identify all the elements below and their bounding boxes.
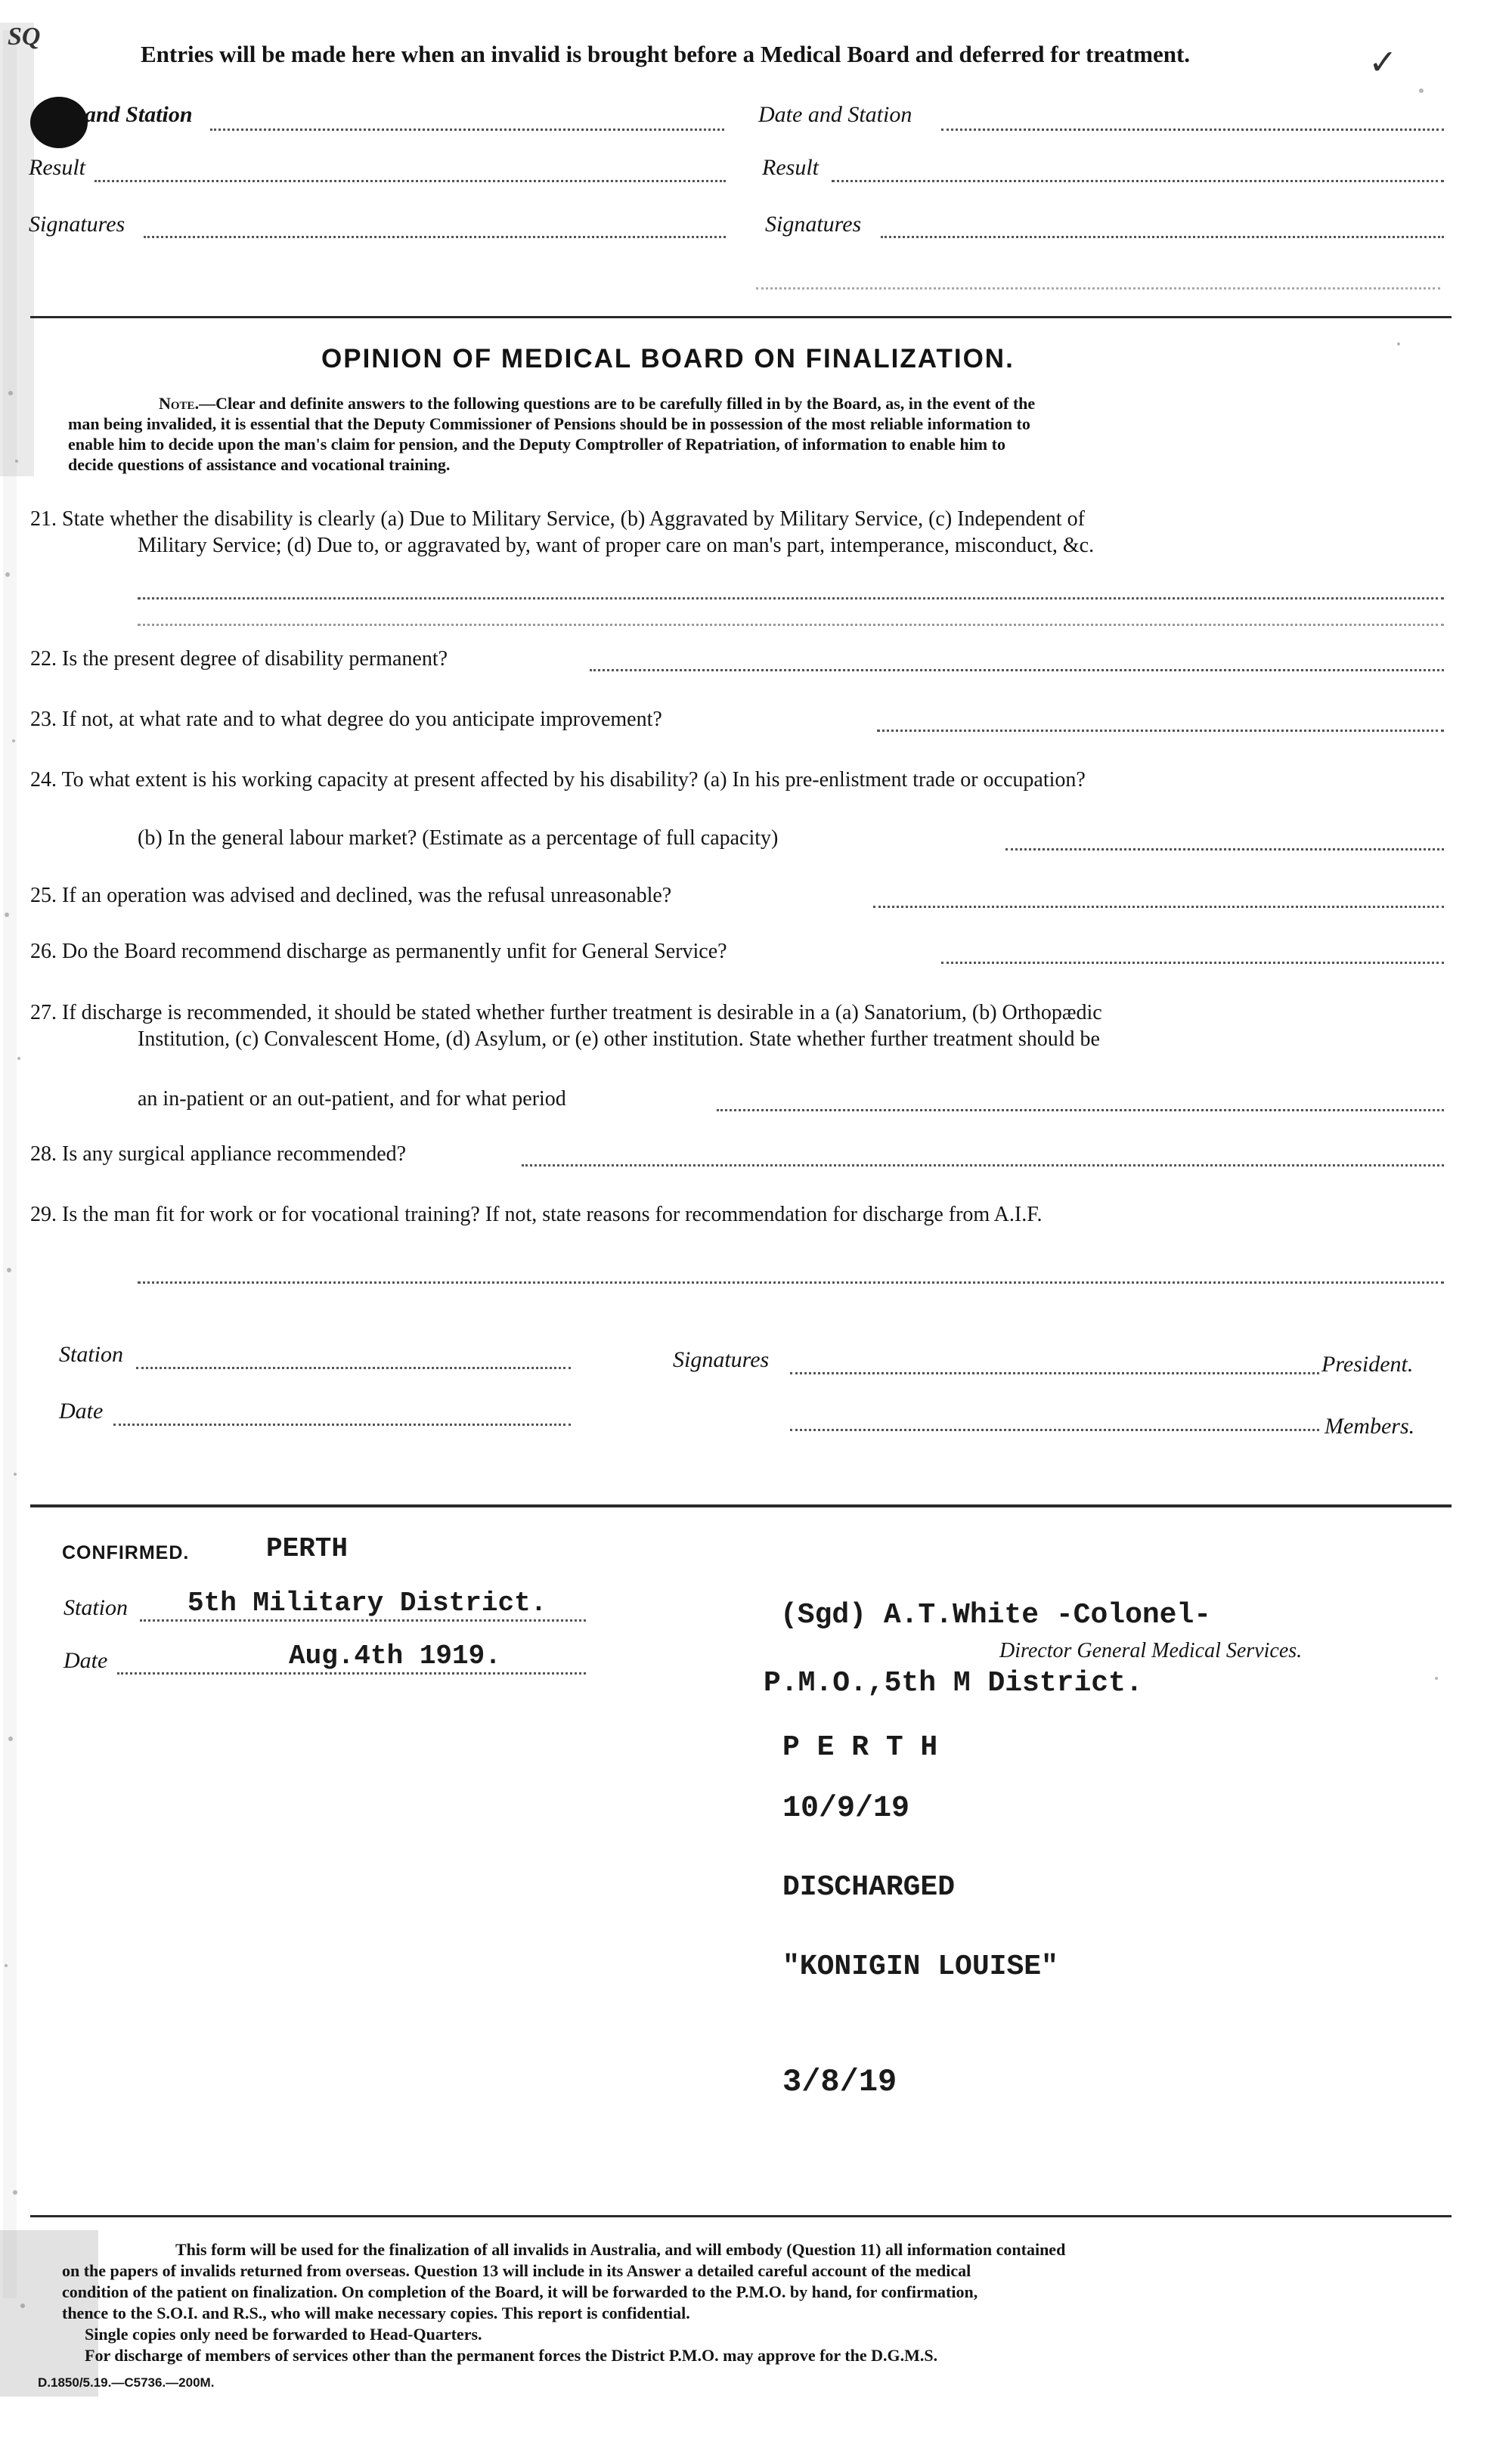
q21-line-1: 21. State whether the disability is clearly (a) Due to Military Service, (b) Aggravated by Military Service, (c) Independent of <box>30 507 1085 531</box>
date-station-left-label: and Station <box>85 102 193 127</box>
q27-line-1: 27. If discharge is recommended, it should be stated whether further treatment is desirable in a (a) Sanatorium, (b) Orthopædic <box>30 1001 1102 1024</box>
footer-line-6: For discharge of members of services other than the permanent forces the District P.M.O. may approve for the D.G.M.S. <box>85 2346 938 2365</box>
signatures-left-label: Signatures <box>29 212 125 237</box>
q23-answer-line <box>877 730 1444 732</box>
q27-line-2: Institution, (c) Convalescent Home, (d) Asylum, or (e) other institution. State whether further treatment should be <box>138 1027 1100 1051</box>
date-station-left-line <box>210 129 724 131</box>
confirm-station-line <box>140 1619 586 1622</box>
signatures-right-line <box>881 236 1444 238</box>
finalization-title: OPINION OF MEDICAL BOARD ON FINALIZATION. <box>321 344 1015 373</box>
confirm-station-label: Station <box>64 1595 129 1620</box>
note-line-1: —Clear and definite answers to the following questions are to be carefully filled in by the Board, as, in the event of the <box>199 394 1036 413</box>
confirm-date-value: Aug.4th 1919. <box>289 1641 501 1672</box>
note-line-3: enable him to decide upon the man's claim for pension, and the Deputy Comptroller of Repatriation, of information to enable him to <box>68 435 1005 454</box>
members-signature-line <box>790 1429 1319 1431</box>
footer-line-2: on the papers of invalids returned from overseas. Question 13 will include in its Answer a detailed careful account of the medical <box>62 2261 971 2280</box>
margin-mark: SQ <box>8 23 41 51</box>
note-block <box>68 393 1035 475</box>
q21-answer-line-1 <box>138 597 1444 600</box>
dgms-label: Director General Medical Services. <box>999 1639 1303 1662</box>
section-divider-confirm <box>30 1504 1452 1507</box>
q22-label: 22. Is the present degree of disability permanent? <box>30 647 448 671</box>
footer-line-3: condition of the patient on finalization. On completion of the Board, it will be forwarded to the P.M.O. by hand, for confirmation, <box>62 2282 978 2301</box>
president-label: President. <box>1321 1352 1414 1377</box>
date-station-right-label: Date and Station <box>758 102 912 127</box>
signatures-left-line <box>144 236 726 238</box>
q26-answer-line <box>941 962 1444 964</box>
q28-label: 28. Is any surgical appliance recommended? <box>30 1142 407 1166</box>
confirmed-place: PERTH <box>266 1533 349 1564</box>
result-left-line <box>94 180 726 182</box>
result-right-label: Result <box>762 155 819 180</box>
ink-blot <box>30 97 88 148</box>
q24-line-1: 24. To what extent is his working capacity at present affected by his disability? (a) In his pre-enlistment trade or occupation? <box>30 768 1086 792</box>
q23-label: 23. If not, at what rate and to what degree do you anticipate improvement? <box>30 708 662 731</box>
confirm-date-line <box>117 1672 586 1675</box>
q29-label: 29. Is the man fit for work or for vocational training? If not, state reasons for recommendation for discharge from A.I.F. <box>30 1203 1043 1226</box>
result-right-line <box>832 180 1444 182</box>
footer-line-5: Single copies only need be forwarded to Head-Quarters. <box>85 2325 482 2344</box>
finalization-date-label: Date <box>59 1399 104 1424</box>
stamp-ship: "KONIGIN LOUISE" <box>782 1950 1058 1983</box>
q28-answer-line <box>522 1164 1444 1167</box>
signatures-right-label: Signatures <box>765 212 862 237</box>
footer-divider <box>30 2215 1452 2217</box>
president-signature-line <box>790 1372 1319 1374</box>
members-label: Members. <box>1325 1414 1415 1439</box>
confirm-date-label: Date <box>64 1648 108 1673</box>
date-station-right-line <box>941 129 1444 131</box>
stamp-place: P E R T H <box>782 1731 938 1764</box>
q25-answer-line <box>873 906 1444 908</box>
q25-label: 25. If an operation was advised and declined, was the refusal unreasonable? <box>30 884 672 907</box>
q24-answer-line <box>1005 848 1444 850</box>
footer-notes <box>62 2239 1065 2366</box>
stamp-date-1: 10/9/19 <box>782 1792 910 1826</box>
stamp-status: DISCHARGED <box>782 1871 956 1904</box>
confirm-station-value: 5th Military District. <box>187 1588 547 1619</box>
footer-confidential: This report is confidential. <box>501 2304 690 2322</box>
q21-line-2: Military Service; (d) Due to, or aggravated by, want of proper care on man's part, intemperance, misconduct, &c. <box>138 534 1095 557</box>
q27-answer-line <box>717 1109 1444 1111</box>
result-left-label: Result <box>29 155 85 180</box>
q21-answer-line-2 <box>138 624 1444 626</box>
pmo-line: P.M.O.,5th M District. <box>764 1667 1143 1699</box>
stamp-date-2: 3/8/19 <box>782 2064 897 2100</box>
q24-line-2: (b) In the general labour market? (Estimate as a percentage of full capacity) <box>138 826 779 850</box>
footer-line-4: thence to the S.O.I. and R.S., who will make necessary copies. <box>62 2304 498 2322</box>
note-line-2: man being invalided, it is essential that the Deputy Commissioner of Pensions should be in possession of the most reliable information to <box>68 414 1030 433</box>
finalization-date-line <box>113 1424 571 1426</box>
tick-mark-icon: ✓ <box>1368 43 1398 82</box>
confirmed-label: CONFIRMED. <box>62 1542 190 1563</box>
finalization-signatures-label: Signatures <box>673 1347 770 1372</box>
q22-answer-line <box>590 669 1444 671</box>
note-label: Note. <box>159 394 200 413</box>
q27-line-3: an in-patient or an out-patient, and for what period <box>138 1087 566 1111</box>
section-divider-top <box>30 316 1452 318</box>
q29-answer-line <box>138 1281 1444 1284</box>
finalization-station-line <box>136 1367 571 1369</box>
signed-by: (Sgd) A.T.White -Colonel- <box>780 1599 1212 1631</box>
note-line-4: decide questions of assistance and vocational training. <box>68 455 451 474</box>
deferred-heading: Entries will be made here when an invalid is brought before a Medical Board and deferred for treatment. <box>141 41 1191 67</box>
footer-line-1: This form will be used for the finalization of all invalids in Australia, and will embody (Question 11) all information contained <box>175 2240 1066 2259</box>
finalization-station-label: Station <box>59 1342 124 1367</box>
faint-line <box>756 287 1440 290</box>
print-code: D.1850/5.19.—C5736.—200M. <box>38 2375 215 2390</box>
q26-label: 26. Do the Board recommend discharge as permanently unfit for General Service? <box>30 940 727 963</box>
